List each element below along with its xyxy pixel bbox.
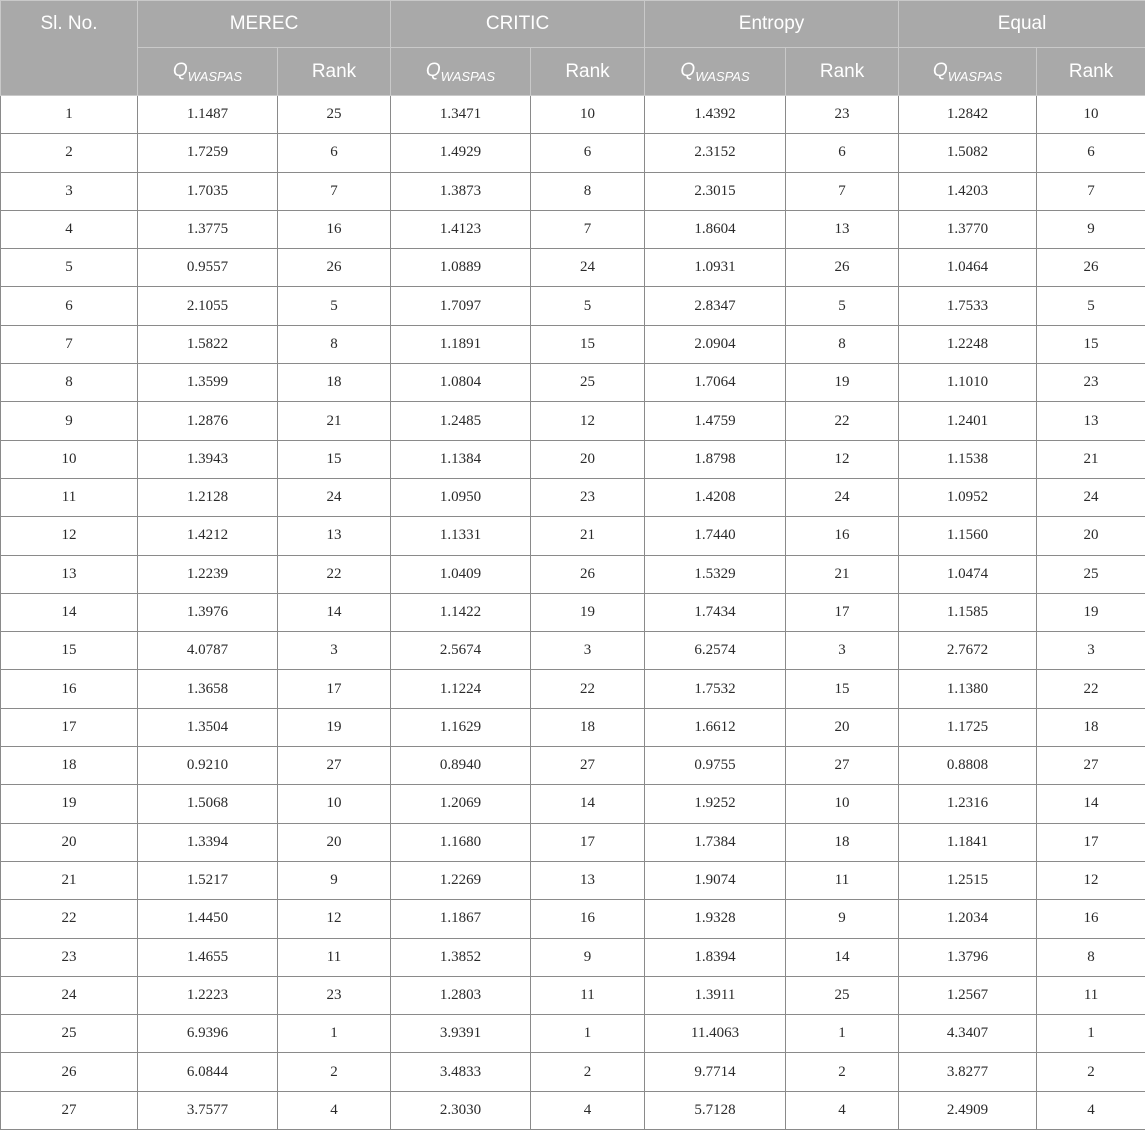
sl-no-cell: 3	[1, 172, 138, 210]
merec-rank-cell: 16	[278, 210, 391, 248]
equal-q-cell: 1.2842	[899, 96, 1037, 134]
table-row	[1, 555, 1145, 593]
equal-rank-cell: 27	[1037, 747, 1145, 785]
entropy-q-cell: 0.9755	[645, 747, 786, 785]
merec-rank-cell: 2	[278, 1053, 391, 1091]
entropy-q-cell: 1.5329	[645, 555, 786, 593]
critic-rank-cell: 1	[531, 1015, 645, 1053]
entropy-q-cell: 1.7532	[645, 670, 786, 708]
equal-rank-cell: 16	[1037, 900, 1145, 938]
merec-q-cell: 1.2239	[138, 555, 278, 593]
q-symbol: Q	[172, 59, 188, 81]
entropy-rank-cell: 23	[786, 96, 899, 134]
sl-no-cell: 17	[1, 708, 138, 746]
table-row	[1, 823, 1145, 861]
merec-q-cell: 1.1487	[138, 96, 278, 134]
equal-rank-cell: 17	[1037, 823, 1145, 861]
entropy-q-cell: 1.8394	[645, 938, 786, 976]
sl-no-cell: 4	[1, 210, 138, 248]
merec-q-cell: 0.9210	[138, 747, 278, 785]
critic-q-cell: 1.0409	[391, 555, 531, 593]
header-group-merec: MEREC	[138, 1, 391, 48]
merec-rank-cell: 6	[278, 134, 391, 172]
entropy-rank-cell: 3	[786, 632, 899, 670]
equal-rank-cell: 10	[1037, 96, 1145, 134]
equal-rank-cell: 22	[1037, 670, 1145, 708]
entropy-rank-cell: 20	[786, 708, 899, 746]
sl-no-cell: 22	[1, 900, 138, 938]
critic-q-cell: 1.1331	[391, 517, 531, 555]
table-header	[1, 1, 1145, 96]
merec-rank-cell: 15	[278, 440, 391, 478]
equal-q-cell: 1.0474	[899, 555, 1037, 593]
table-row	[1, 785, 1145, 823]
q-symbol: Q	[680, 59, 696, 81]
sl-no-cell: 2	[1, 134, 138, 172]
sl-no-cell: 24	[1, 976, 138, 1014]
table-row	[1, 402, 1145, 440]
table-row	[1, 861, 1145, 899]
critic-rank-cell: 13	[531, 861, 645, 899]
header-row-groups	[1, 1, 1145, 48]
table-row	[1, 747, 1145, 785]
entropy-q-cell: 1.8604	[645, 210, 786, 248]
equal-rank-cell: 19	[1037, 593, 1145, 631]
sl-no-cell: 20	[1, 823, 138, 861]
critic-rank-cell: 5	[531, 287, 645, 325]
header-q-waspas	[138, 48, 278, 96]
merec-q-cell: 1.2223	[138, 976, 278, 1014]
equal-rank-cell: 20	[1037, 517, 1145, 555]
merec-q-cell: 1.4212	[138, 517, 278, 555]
merec-rank-cell: 7	[278, 172, 391, 210]
equal-q-cell: 1.1585	[899, 593, 1037, 631]
equal-q-cell: 1.2316	[899, 785, 1037, 823]
critic-q-cell: 1.2803	[391, 976, 531, 1014]
equal-rank-cell: 9	[1037, 210, 1145, 248]
entropy-rank-cell: 7	[786, 172, 899, 210]
q-subscript: WASPAS	[947, 69, 1003, 85]
entropy-rank-cell: 14	[786, 938, 899, 976]
header-group-critic: CRITIC	[391, 1, 645, 48]
entropy-q-cell: 1.8798	[645, 440, 786, 478]
table-row	[1, 938, 1145, 976]
merec-q-cell: 6.0844	[138, 1053, 278, 1091]
critic-q-cell: 1.1891	[391, 325, 531, 363]
merec-q-cell: 1.3504	[138, 708, 278, 746]
equal-rank-cell: 12	[1037, 861, 1145, 899]
merec-rank-cell: 26	[278, 249, 391, 287]
equal-q-cell: 1.2248	[899, 325, 1037, 363]
merec-rank-cell: 24	[278, 478, 391, 516]
merec-q-cell: 1.2876	[138, 402, 278, 440]
merec-rank-cell: 14	[278, 593, 391, 631]
merec-rank-cell: 21	[278, 402, 391, 440]
entropy-rank-cell: 15	[786, 670, 899, 708]
merec-rank-cell: 10	[278, 785, 391, 823]
header-q-waspas	[391, 48, 531, 96]
entropy-rank-cell: 18	[786, 823, 899, 861]
entropy-q-cell: 2.3152	[645, 134, 786, 172]
entropy-q-cell: 6.2574	[645, 632, 786, 670]
entropy-q-cell: 9.7714	[645, 1053, 786, 1091]
entropy-q-cell: 1.9328	[645, 900, 786, 938]
merec-q-cell: 1.5068	[138, 785, 278, 823]
merec-q-cell: 1.3943	[138, 440, 278, 478]
table-row	[1, 708, 1145, 746]
entropy-rank-cell: 2	[786, 1053, 899, 1091]
merec-q-cell: 1.5822	[138, 325, 278, 363]
equal-q-cell: 1.1725	[899, 708, 1037, 746]
critic-rank-cell: 25	[531, 364, 645, 402]
equal-q-cell: 1.1010	[899, 364, 1037, 402]
merec-q-cell: 1.5217	[138, 861, 278, 899]
entropy-rank-cell: 8	[786, 325, 899, 363]
critic-q-cell: 0.8940	[391, 747, 531, 785]
critic-rank-cell: 23	[531, 478, 645, 516]
critic-rank-cell: 26	[531, 555, 645, 593]
critic-rank-cell: 8	[531, 172, 645, 210]
header-group-equal: Equal	[899, 1, 1145, 48]
merec-rank-cell: 18	[278, 364, 391, 402]
merec-q-cell: 6.9396	[138, 1015, 278, 1053]
critic-rank-cell: 2	[531, 1053, 645, 1091]
critic-q-cell: 1.3873	[391, 172, 531, 210]
table-row	[1, 325, 1145, 363]
entropy-rank-cell: 19	[786, 364, 899, 402]
critic-q-cell: 1.1629	[391, 708, 531, 746]
critic-rank-cell: 7	[531, 210, 645, 248]
critic-q-cell: 3.4833	[391, 1053, 531, 1091]
critic-q-cell: 1.1867	[391, 900, 531, 938]
equal-q-cell: 3.8277	[899, 1053, 1037, 1091]
equal-q-cell: 1.3770	[899, 210, 1037, 248]
equal-q-cell: 1.0464	[899, 249, 1037, 287]
entropy-rank-cell: 12	[786, 440, 899, 478]
table-row	[1, 1053, 1145, 1091]
q-symbol: Q	[425, 59, 441, 81]
entropy-rank-cell: 4	[786, 1091, 899, 1129]
entropy-q-cell: 2.3015	[645, 172, 786, 210]
equal-q-cell: 1.2034	[899, 900, 1037, 938]
table-row	[1, 670, 1145, 708]
equal-rank-cell: 21	[1037, 440, 1145, 478]
critic-rank-cell: 22	[531, 670, 645, 708]
entropy-rank-cell: 13	[786, 210, 899, 248]
critic-rank-cell: 20	[531, 440, 645, 478]
sl-no-cell: 13	[1, 555, 138, 593]
equal-q-cell: 1.5082	[899, 134, 1037, 172]
equal-q-cell: 2.7672	[899, 632, 1037, 670]
merec-rank-cell: 13	[278, 517, 391, 555]
sl-no-cell: 14	[1, 593, 138, 631]
equal-q-cell: 1.1841	[899, 823, 1037, 861]
equal-q-cell: 2.4909	[899, 1091, 1037, 1129]
sl-no-cell: 23	[1, 938, 138, 976]
equal-q-cell: 1.1538	[899, 440, 1037, 478]
critic-q-cell: 1.1384	[391, 440, 531, 478]
critic-rank-cell: 4	[531, 1091, 645, 1129]
table-row	[1, 976, 1145, 1014]
header-q-waspas	[645, 48, 786, 96]
critic-q-cell: 1.2069	[391, 785, 531, 823]
sl-no-cell: 21	[1, 861, 138, 899]
sl-no-cell: 9	[1, 402, 138, 440]
critic-rank-cell: 16	[531, 900, 645, 938]
critic-q-cell: 1.0950	[391, 478, 531, 516]
merec-q-cell: 4.0787	[138, 632, 278, 670]
table-row	[1, 134, 1145, 172]
critic-q-cell: 1.0889	[391, 249, 531, 287]
sl-no-cell: 15	[1, 632, 138, 670]
equal-rank-cell: 5	[1037, 287, 1145, 325]
entropy-q-cell: 1.6612	[645, 708, 786, 746]
equal-rank-cell: 6	[1037, 134, 1145, 172]
entropy-rank-cell: 9	[786, 900, 899, 938]
sl-no-cell: 27	[1, 1091, 138, 1129]
merec-q-cell: 1.7035	[138, 172, 278, 210]
critic-q-cell: 1.1224	[391, 670, 531, 708]
entropy-q-cell: 2.0904	[645, 325, 786, 363]
equal-rank-cell: 26	[1037, 249, 1145, 287]
critic-rank-cell: 12	[531, 402, 645, 440]
sl-no-cell: 10	[1, 440, 138, 478]
merec-q-cell: 1.7259	[138, 134, 278, 172]
entropy-rank-cell: 24	[786, 478, 899, 516]
sl-no-cell: 1	[1, 96, 138, 134]
entropy-q-cell: 1.7384	[645, 823, 786, 861]
header-rank: Rank	[1037, 48, 1145, 96]
entropy-q-cell: 1.0931	[645, 249, 786, 287]
merec-q-cell: 1.3976	[138, 593, 278, 631]
header-sl-no: Sl. No.	[1, 1, 138, 96]
sl-no-cell: 5	[1, 249, 138, 287]
merec-q-cell: 1.4655	[138, 938, 278, 976]
entropy-rank-cell: 5	[786, 287, 899, 325]
table-row	[1, 210, 1145, 248]
merec-q-cell: 1.3775	[138, 210, 278, 248]
merec-rank-cell: 4	[278, 1091, 391, 1129]
merec-rank-cell: 25	[278, 96, 391, 134]
equal-q-cell: 1.0952	[899, 478, 1037, 516]
equal-q-cell: 1.2567	[899, 976, 1037, 1014]
sl-no-cell: 18	[1, 747, 138, 785]
header-row-sub	[1, 48, 1145, 96]
equal-q-cell: 0.8808	[899, 747, 1037, 785]
sl-no-cell: 12	[1, 517, 138, 555]
entropy-rank-cell: 22	[786, 402, 899, 440]
merec-rank-cell: 5	[278, 287, 391, 325]
merec-q-cell: 1.4450	[138, 900, 278, 938]
merec-q-cell: 2.1055	[138, 287, 278, 325]
table-row	[1, 364, 1145, 402]
equal-rank-cell: 25	[1037, 555, 1145, 593]
entropy-q-cell: 1.9252	[645, 785, 786, 823]
entropy-q-cell: 11.4063	[645, 1015, 786, 1053]
entropy-q-cell: 2.8347	[645, 287, 786, 325]
merec-rank-cell: 1	[278, 1015, 391, 1053]
critic-rank-cell: 9	[531, 938, 645, 976]
critic-rank-cell: 10	[531, 96, 645, 134]
equal-q-cell: 1.2515	[899, 861, 1037, 899]
critic-q-cell: 1.2269	[391, 861, 531, 899]
sl-no-cell: 25	[1, 1015, 138, 1053]
equal-q-cell: 4.3407	[899, 1015, 1037, 1053]
entropy-rank-cell: 26	[786, 249, 899, 287]
critic-q-cell: 1.1680	[391, 823, 531, 861]
table-row	[1, 172, 1145, 210]
merec-rank-cell: 22	[278, 555, 391, 593]
equal-q-cell: 1.7533	[899, 287, 1037, 325]
merec-q-cell: 1.3394	[138, 823, 278, 861]
critic-q-cell: 1.1422	[391, 593, 531, 631]
sl-no-cell: 16	[1, 670, 138, 708]
critic-q-cell: 3.9391	[391, 1015, 531, 1053]
merec-rank-cell: 23	[278, 976, 391, 1014]
equal-rank-cell: 1	[1037, 1015, 1145, 1053]
entropy-rank-cell: 6	[786, 134, 899, 172]
header-group-entropy: Entropy	[645, 1, 899, 48]
entropy-q-cell: 1.7440	[645, 517, 786, 555]
header-rank: Rank	[786, 48, 899, 96]
entropy-q-cell: 1.3911	[645, 976, 786, 1014]
merec-q-cell: 1.3658	[138, 670, 278, 708]
merec-rank-cell: 19	[278, 708, 391, 746]
merec-q-cell: 3.7577	[138, 1091, 278, 1129]
critic-q-cell: 1.3471	[391, 96, 531, 134]
entropy-q-cell: 1.4392	[645, 96, 786, 134]
merec-rank-cell: 9	[278, 861, 391, 899]
header-rank: Rank	[531, 48, 645, 96]
entropy-q-cell: 1.7064	[645, 364, 786, 402]
critic-rank-cell: 15	[531, 325, 645, 363]
critic-q-cell: 1.4123	[391, 210, 531, 248]
entropy-q-cell: 1.9074	[645, 861, 786, 899]
sl-no-cell: 7	[1, 325, 138, 363]
table-row	[1, 593, 1145, 631]
q-symbol: Q	[932, 59, 948, 81]
equal-rank-cell: 8	[1037, 938, 1145, 976]
entropy-rank-cell: 10	[786, 785, 899, 823]
equal-q-cell: 1.1380	[899, 670, 1037, 708]
entropy-rank-cell: 21	[786, 555, 899, 593]
merec-rank-cell: 8	[278, 325, 391, 363]
sl-no-cell: 8	[1, 364, 138, 402]
equal-rank-cell: 14	[1037, 785, 1145, 823]
critic-rank-cell: 24	[531, 249, 645, 287]
table-row	[1, 478, 1145, 516]
merec-rank-cell: 3	[278, 632, 391, 670]
critic-q-cell: 1.2485	[391, 402, 531, 440]
table-row	[1, 517, 1145, 555]
critic-rank-cell: 6	[531, 134, 645, 172]
table-row	[1, 440, 1145, 478]
critic-rank-cell: 18	[531, 708, 645, 746]
q-subscript: WASPAS	[695, 69, 750, 85]
table-row	[1, 632, 1145, 670]
critic-rank-cell: 11	[531, 976, 645, 1014]
entropy-rank-cell: 16	[786, 517, 899, 555]
header-q-waspas	[899, 48, 1037, 96]
sl-no-cell: 6	[1, 287, 138, 325]
equal-rank-cell: 2	[1037, 1053, 1145, 1091]
equal-q-cell: 1.2401	[899, 402, 1037, 440]
equal-rank-cell: 23	[1037, 364, 1145, 402]
equal-rank-cell: 11	[1037, 976, 1145, 1014]
merec-rank-cell: 20	[278, 823, 391, 861]
critic-q-cell: 1.7097	[391, 287, 531, 325]
equal-rank-cell: 18	[1037, 708, 1145, 746]
q-subscript: WASPAS	[440, 69, 496, 85]
critic-q-cell: 1.3852	[391, 938, 531, 976]
entropy-rank-cell: 1	[786, 1015, 899, 1053]
entropy-rank-cell: 25	[786, 976, 899, 1014]
equal-rank-cell: 7	[1037, 172, 1145, 210]
critic-q-cell: 2.5674	[391, 632, 531, 670]
table-row	[1, 1091, 1145, 1129]
header-rank: Rank	[278, 48, 391, 96]
table-row	[1, 249, 1145, 287]
critic-rank-cell: 14	[531, 785, 645, 823]
merec-rank-cell: 12	[278, 900, 391, 938]
equal-rank-cell: 3	[1037, 632, 1145, 670]
table-row	[1, 900, 1145, 938]
critic-rank-cell: 17	[531, 823, 645, 861]
sl-no-cell: 19	[1, 785, 138, 823]
merec-q-cell: 1.2128	[138, 478, 278, 516]
critic-rank-cell: 27	[531, 747, 645, 785]
merec-rank-cell: 27	[278, 747, 391, 785]
entropy-rank-cell: 11	[786, 861, 899, 899]
sl-no-cell: 11	[1, 478, 138, 516]
critic-rank-cell: 3	[531, 632, 645, 670]
merec-q-cell: 1.3599	[138, 364, 278, 402]
critic-q-cell: 1.0804	[391, 364, 531, 402]
merec-rank-cell: 11	[278, 938, 391, 976]
equal-q-cell: 1.1560	[899, 517, 1037, 555]
table-row	[1, 1015, 1145, 1053]
entropy-q-cell: 5.7128	[645, 1091, 786, 1129]
entropy-rank-cell: 17	[786, 593, 899, 631]
sl-no-cell: 26	[1, 1053, 138, 1091]
q-subscript: WASPAS	[187, 69, 243, 85]
critic-rank-cell: 21	[531, 517, 645, 555]
critic-q-cell: 2.3030	[391, 1091, 531, 1129]
equal-rank-cell: 24	[1037, 478, 1145, 516]
entropy-q-cell: 1.4759	[645, 402, 786, 440]
merec-q-cell: 0.9557	[138, 249, 278, 287]
equal-rank-cell: 13	[1037, 402, 1145, 440]
merec-rank-cell: 17	[278, 670, 391, 708]
table-body	[1, 96, 1145, 1130]
entropy-rank-cell: 27	[786, 747, 899, 785]
table-row	[1, 287, 1145, 325]
equal-rank-cell: 4	[1037, 1091, 1145, 1129]
critic-q-cell: 1.4929	[391, 134, 531, 172]
equal-q-cell: 1.4203	[899, 172, 1037, 210]
equal-q-cell: 1.3796	[899, 938, 1037, 976]
table-row	[1, 96, 1145, 134]
critic-rank-cell: 19	[531, 593, 645, 631]
equal-rank-cell: 15	[1037, 325, 1145, 363]
entropy-q-cell: 1.4208	[645, 478, 786, 516]
entropy-q-cell: 1.7434	[645, 593, 786, 631]
